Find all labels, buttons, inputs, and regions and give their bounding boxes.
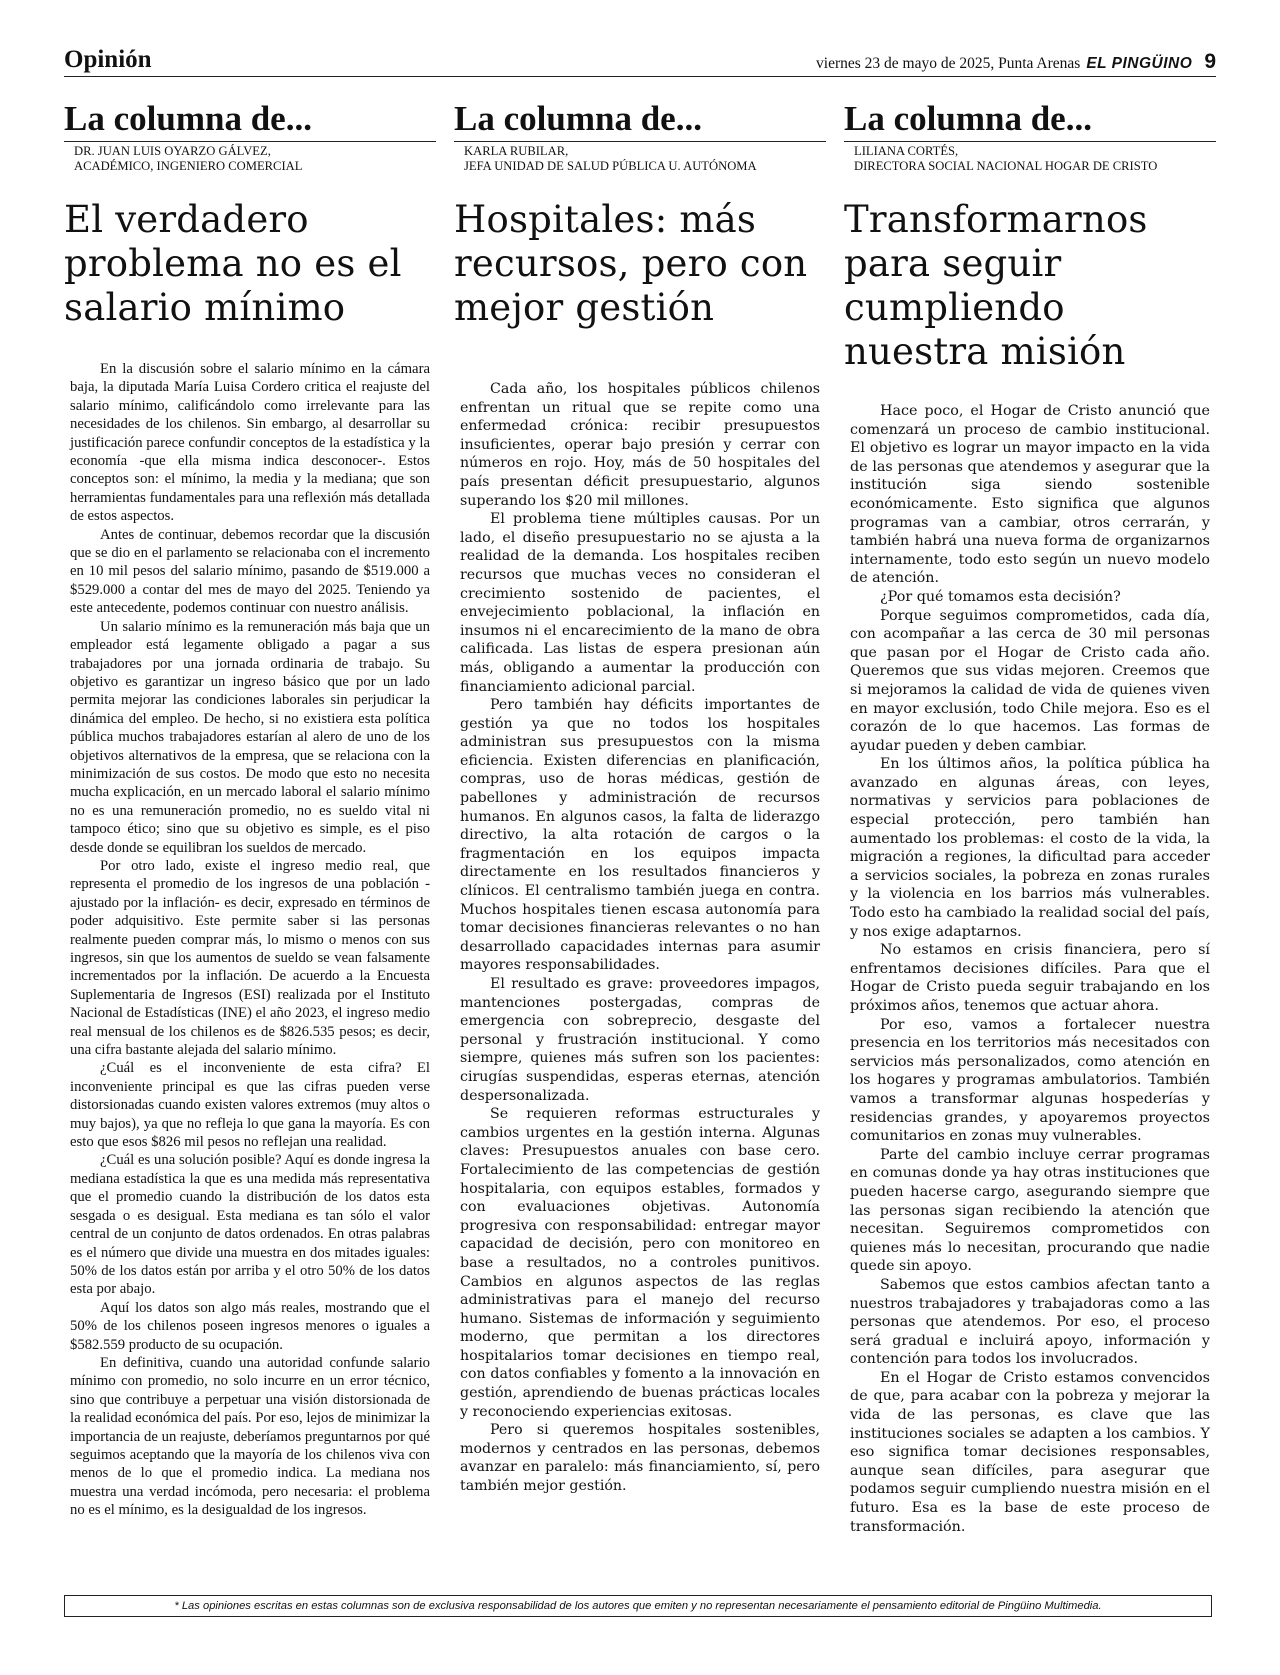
paragraph: Cada año, los hospitales públicos chilenos enfrentan un ritual que se repite como una enfermedad crónica: recibir presupuestos insuficientes, operar bajo presión y cerrar con números en rojo. Hoy, más de 50 hospitales del país presentan déficit presupuestario, algunos superando los $20 mil millones. — [460, 381, 820, 509]
author-title: DIRECTORA SOCIAL NACIONAL HOGAR DE CRISTO — [854, 159, 1158, 173]
author-name: DR. JUAN LUIS OYARZO GÁLVEZ, — [74, 144, 271, 158]
author-byline — [464, 144, 826, 174]
paragraph: Se requieren reformas estructurales y cambios urgentes en la gestión interna. Algunas claves: Presupuestos anuales con base cero. Fortalecimiento de las competencias de gestión hospitalaria, con equipos estables, formados y con evaluaciones objetivas. Autonomía progresiva con responsabilidad: entregar mayor capacidad de decisión, pero con monitoreo en base a resultados, no a controles punitivos. Cambios en algunos aspectos de las reglas administrativas para el manejo del recurso humano. Sistemas de información y seguimiento moderno, que permitan a los directores hospitalarios tomar decisiones en tiempo real, con datos confiables y fomento a la innovación en gestión, aprendiendo de buenas prácticas locales y reconociendo experiencias exitosas. — [460, 1106, 820, 1420]
column-kicker: La columna de... — [844, 98, 1216, 142]
paragraph: Sabemos que estos cambios afectan tanto a nuestros trabajadores y trabajadoras como a las personas que atendemos. Por eso, el proceso será gradual e incluirá apoyo, información y contención para todos los involucrados. — [850, 1276, 1210, 1368]
paragraph: Aquí los datos son algo más reales, mostrando que el 50% de los chilenos poseen ingresos menores o iguales a $582.559 producto de su ocupación. — [70, 1299, 430, 1353]
page-header — [64, 46, 1216, 77]
column-kicker: La columna de... — [454, 98, 826, 142]
paragraph: El resultado es grave: proveedores impagos, mantenciones postergadas, compras de emergencia con sobreprecio, desgaste del personal y frustración institucional. Y como siempre, quienes más sufren son los pacientes: cirugías suspendidas, esperas eternas, atención despersonalizada. — [460, 976, 820, 1104]
author-byline — [74, 144, 436, 174]
article-body — [850, 402, 1210, 1536]
article-body — [70, 360, 430, 1520]
paragraph: Antes de continuar, debemos recordar que la discusión que se dio en el parlamento se relacionaba con el incremento en 10 mil pesos del salario mínimo, pasando de $519.000 a $529.000 a contar del mes de mayo del 2025. Teniendo ya este antecedente, podemos continuar con nuestro análisis. — [70, 526, 430, 617]
author-title: JEFA UNIDAD DE SALUD PÚBLICA U. AUTÓNOMA — [464, 159, 757, 173]
paragraph: No estamos en crisis financiera, pero sí enfrentamos decisiones difíciles. Para que el Hogar de Cristo pueda seguir trabajando en los próximos años, tenemos que actuar ahora. — [850, 942, 1210, 1014]
author-name: KARLA RUBILAR, — [464, 144, 569, 158]
paragraph: En los últimos años, la política pública ha avanzado en algunas áreas, con leyes, normativas y servicios para poblaciones de especial protección, pero también han aumentado los problemas: el costo de la vida, la migración a regiones, la dificultad para acceder a servicios sociales, la pobreza en zonas rurales y la violencia en los barrios más vulnerables. Todo esto ha cambiado la realidad social del país, y nos exige adaptarnos. — [850, 756, 1210, 940]
header-meta — [816, 50, 1216, 74]
paragraph: El problema tiene múltiples causas. Por un lado, el diseño presupuestario no se ajusta a la realidad de la demanda. Los hospitales reciben recursos que muchas veces no consideran el crecimiento sostenido de pacientes, el envejecimiento poblacional, la inflación en insumos ni el encarecimiento de la mano de obra calificada. Las listas de espera presionan aún más, obligando a aumentar la producción con financiamiento adicional parcial. — [460, 511, 820, 695]
paragraph: ¿Cuál es el inconveniente de esta cifra? El inconveniente principal es que las cifras pueden verse distorsionadas cuando existen valores extremos (muy altos o muy bajos), ya que no refleja lo que gana la mayoría. Es con esto que esos $826 mil pesos no reflejan una realidad. — [70, 1060, 430, 1151]
paragraph: Parte del cambio incluye cerrar programas en comunas donde ya hay otras instituciones que pueden hacerse cargo, asegurando siempre que las personas sigan recibiendo la atención que necesitan. Seguiremos comprometidos con quienes más lo necesitan, procurando que nadie quede sin apoyo. — [850, 1146, 1210, 1275]
paragraph: ¿Cuál es una solución posible? Aquí es donde ingresa la mediana estadística la que es una medida más representativa que el promedio cuando la distribución de los datos esta sesgada o es desigual. Esta mediana es tan sólo el valor central de un conjunto de datos ordenados. En otras palabras es el número que divide una muestra en dos mitades iguales: 50% de los datos están por arriba y el otro 50% de los datos esta por abajo. — [70, 1152, 430, 1298]
article-headline: Hospitales: más recursos, pero con mejor gestión — [454, 198, 808, 329]
dateline: viernes 23 de mayo de 2025, Punta Arenas — [816, 55, 1081, 72]
paragraph: Porque seguimos comprometidos, cada día, con acompañar a las cerca de 30 mil personas que pasan por el Hogar de Cristo cada año. Queremos que sus vidas mejoren. Creemos que si mejoramos la calidad de vida de quienes viven en mayor exclusión, todo Chile mejora. Eso es el corazón de lo que hacemos. Las formas de ayudar pueden y deben cambiar. — [850, 607, 1210, 754]
section-name: Opinión — [64, 46, 152, 73]
paragraph: Un salario mínimo es la remuneración más baja que un empleador está legamente obligado a pagar a sus trabajadores por una jornada ordinaria de trabajo. Su objetivo es garantizar un ingreso básico que por un lado permita mejorar las condiciones laborales sin perjudicar la dinámica del empleo. De hecho, si no existiera esta política pública muchos trabajadores estarían al alero de uno de los objetivos alternativos de la empresa, que se relaciona con la minimización de sus costos. De modo que esto no necesita mucha explicación, en un mercado laboral el salario mínimo no es una remuneración promedio, no es sueldo vital ni tampoco ético; sino que su objetivo es simple, es el piso desde donde se equilibran los sueldos de mercado. — [70, 618, 430, 856]
page-number: 9 — [1204, 50, 1216, 73]
column-kicker: La columna de... — [64, 98, 436, 142]
article-body — [460, 380, 820, 1496]
paragraph: Hace poco, el Hogar de Cristo anunció que comenzará un proceso de cambio institucional. El objetivo es lograr un mayor impacto en la vida de las personas que atendemos y asegurar que la institución siga siendo sostenible económicamente. Esto significa que algunos programas van a cambiar, otros cerrarán, y también habrá una nueva forma de organizarnos internamente, todo esto según un nuevo modelo de atención. — [850, 403, 1210, 587]
newspaper-logo: EL PINGÜINO — [1086, 55, 1193, 72]
author-name: LILIANA CORTÉS, — [854, 144, 959, 158]
paragraph: Pero si queremos hospitales sostenibles, modernos y centrados en las personas, debemos avanzar en paralelo: más financiamiento, sí, pero también mejor gestión. — [460, 1422, 820, 1495]
author-title: ACADÉMICO, INGENIERO COMERCIAL — [74, 159, 303, 173]
paragraph: ¿Por qué tomamos esta decisión? — [880, 588, 1121, 605]
paragraph: En el Hogar de Cristo estamos convencidos de que, para acabar con la pobreza y mejorar la vida de las personas, es clave que las instituciones sociales se adapten a los cambios. Y eso significa tomar decisiones responsables, aunque sean difíciles, para asegurar que podamos seguir cumpliendo nuestra misión en el futuro. Esa es la base de este proceso de transformación. — [850, 1369, 1210, 1535]
opinion-column-3 — [844, 98, 1216, 1536]
paragraph: Pero también hay déficits importantes de gestión ya que no todos los hospitales administran sus presupuestos con la misma eficiencia. Existen diferencias en planificación, compras, uso de horas médicas, gestión de pabellones y administración de recursos humanos. En algunos casos, la falta de liderazgo directivo, la alta rotación de cargos o la fragmentación en los equipos impacta directamente en los resultados financieros y clínicos. El centralismo también juega en contra. Muchos hospitales tienen escasa autonomía para tomar decisiones financieras relevantes o no han desarrollado capacidades internas para asumir mayores responsabilidades. — [460, 697, 820, 974]
paragraph: Por otro lado, existe el ingreso medio real, que representa el promedio de los ingresos de una población -ajustado por la inflación- es decir, expresado en términos de poder adquisitivo. Este permite saber si las personas realmente pueden comprar más, lo mismo o menos con sus ingresos, sin que los aumentos de sueldo se vean falsamente incrementados por la inflación. De acuerdo a la Encuesta Suplementaria de Ingresos (ESI) realizada por el Instituto Nacional de Estadísticas (INE) el año 2023, el ingreso medio real mensual de los chilenos es de $826.535 pesos; es decir, una cifra bastante alejada del salario mínimo. — [70, 857, 430, 1059]
article-headline: El verdadero problema no es el salario mínimo — [64, 198, 402, 329]
opinion-column-2 — [454, 98, 826, 1496]
footer-disclaimer: * Las opiniones escritas en estas columnas son de exclusiva responsabilidad de los autores que emiten y no representan necesariamente el pensamiento editorial de Pingüino Multimedia. — [64, 1595, 1212, 1617]
paragraph: Por eso, vamos a fortalecer nuestra presencia en los territorios más necesitados con servicios más personalizados, como atención en los hogares y programas ambulatorios. También vamos a transformar algunas hospederías y residencias grandes, y apoyaremos proyectos comunitarios en zonas muy vulnerables. — [850, 1016, 1210, 1145]
article-headline: Transformarnos para seguir cumpliendo nuestra misión — [844, 198, 1148, 373]
author-byline — [854, 144, 1216, 174]
paragraph: En la discusión sobre el salario mínimo en la cámara baja, la diputada María Luisa Cordero critica el reajuste del salario mínimo, calificándolo como irrelevante para las necesidades de los chilenos. Sin embargo, al desarrollar su justificación parece confundir conceptos de la estadística y la economía -que ella misma indica desconocer-. Estos conceptos son: el mínimo, la media y la mediana; que son herramientas fundamentales para una reflexión más detallada de estos aspectos. — [70, 361, 430, 525]
paragraph: En definitiva, cuando una autoridad confunde salario mínimo con promedio, no solo incurre en un error técnico, sino que contribuye a perpetuar una visión distorsionada de la realidad económica del país. Por eso, lejos de minimizar la importancia de un reajuste, deberíamos preguntarnos por qué seguimos aceptando que la mayoría de los chilenos viva con menos de lo que el promedio indica. La mediana nos muestra una verdad incómoda, pero necesaria: el problema no es el mínimo, es la desigualdad de los ingresos. — [70, 1354, 430, 1519]
opinion-column-1 — [64, 98, 436, 1520]
